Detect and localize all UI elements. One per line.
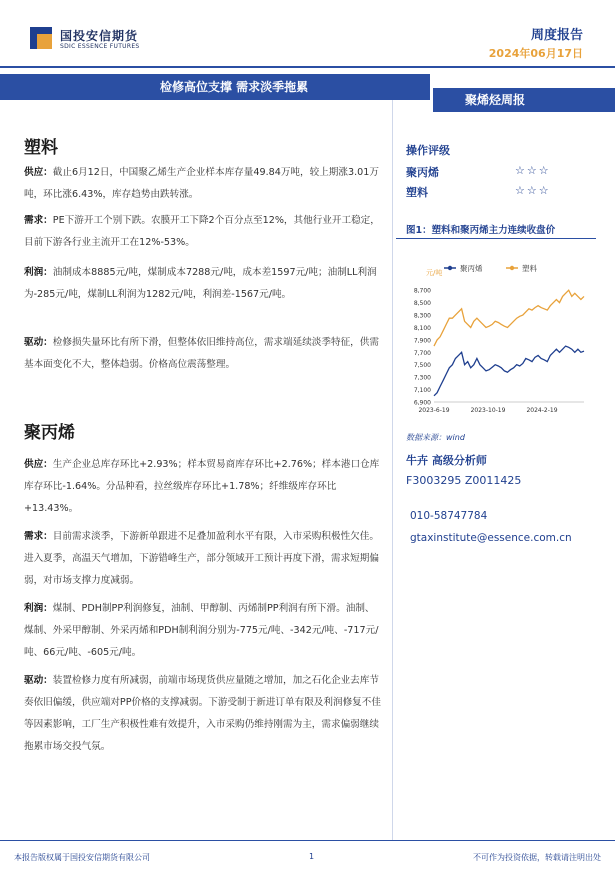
para-text: 油制成本8885元/吨，煤制成本7288元/吨，成本差1597元/吨；油制LL利润为-285元/吨，煤制LL利润为1282元/吨，利润差-1567元/吨。 <box>24 267 377 300</box>
rating-title: 操作评级 <box>406 144 450 157</box>
legend-label: 塑料 <box>522 264 537 273</box>
company-logo <box>30 27 52 49</box>
para-text: 检修损失量环比有所下滑，但整体依旧维持高位，需求端延续淡季特征，供需基本面变化不大，整体趋弱。价格高位震荡整理。 <box>24 337 379 370</box>
analyst-phone: 010-58747784 <box>410 510 488 522</box>
company-name-cn: 国投安信期货 <box>60 29 139 43</box>
report-date: 2024年06月17日 <box>488 47 583 60</box>
para-label: 需求： <box>24 531 53 542</box>
para-label: 驱动： <box>24 675 53 686</box>
para-label: 利润： <box>24 603 53 614</box>
pp-profit <box>24 598 384 664</box>
rating-stars-plastic: ☆☆☆ <box>515 184 551 197</box>
y-tick-label: 6,900 <box>413 399 431 407</box>
para-text: 装置检修力度有所减弱，前端市场现货供应量随之增加，加之石化企业去库节奏依旧偏缓，供应端对PP价格的支撑减弱。下游受制于新进订单有限及利润修复不佳等因素影响，工厂生产积极性难有效提升，入市采购仍维持刚需为主，需求偏弱继续拖累市场交投气氛。 <box>24 675 381 752</box>
rating-stars-pp: ☆☆☆ <box>515 164 551 177</box>
footer-copyright: 本报告版权属于国投安信期货有限公司 <box>14 853 150 862</box>
y-tick-label: 7,300 <box>413 374 431 382</box>
y-tick-label: 7,500 <box>413 362 431 370</box>
para-label: 供应： <box>24 167 53 178</box>
para-label: 驱动： <box>24 337 53 348</box>
footer-divider <box>0 840 615 841</box>
para-text: 生产企业总库存环比+2.93%；样本贸易商库存环比+2.76%；样本港口仓库库存环比-1.64%。分品种看，拉丝级库存环比+1.78%；纤维级库存环比+13.43%。 <box>24 459 380 514</box>
x-tick-label: 2024-2-19 <box>526 407 558 414</box>
footer-disclaimer: 不可作为投资依据，转载请注明出处 <box>473 853 601 862</box>
report-type: 周度报告 <box>530 28 583 43</box>
pp-supply <box>24 454 384 520</box>
plastic-driver <box>24 332 384 376</box>
legend-marker <box>510 266 514 270</box>
y-tick-label: 7,700 <box>413 349 431 357</box>
series-line <box>434 346 584 396</box>
para-text: 目前需求淡季，下游新单跟进不足叠加盈利水平有限，入市采购积极性欠佳。进入夏季，高温天气增加，下游错峰生产，部分领域开工预计再度下滑，需求短期偏弱，对市场支撑力度减弱。 <box>24 531 379 586</box>
data-source: 数据来源：wind <box>406 433 465 442</box>
y-axis-label: 元/吨 <box>426 269 443 277</box>
header-divider <box>0 66 615 68</box>
series-line <box>434 290 584 346</box>
plastic-demand <box>24 210 384 254</box>
report-banner: 检修高位支撑 需求淡季拖累 <box>0 74 430 100</box>
rating-name-pp: 聚丙烯 <box>406 166 439 179</box>
company-name-en: SDIC ESSENCE FUTURES <box>60 43 140 50</box>
pp-driver <box>24 670 384 758</box>
para-label: 供应： <box>24 459 53 470</box>
analyst-name: 牛卉 高级分析师 <box>406 454 487 467</box>
column-divider <box>392 100 393 840</box>
report-series-banner: 聚烯烃周报 <box>433 88 615 112</box>
legend-label: 聚丙烯 <box>460 264 483 273</box>
para-label: 需求： <box>24 215 53 226</box>
figure-divider <box>396 238 596 239</box>
plastic-profit <box>24 262 384 306</box>
y-tick-label: 8,700 <box>413 287 431 295</box>
y-tick-label: 7,100 <box>413 387 431 395</box>
y-tick-label: 8,500 <box>413 300 431 308</box>
pp-demand <box>24 526 384 592</box>
y-tick-label: 8,100 <box>413 324 431 332</box>
x-tick-label: 2023-10-19 <box>470 407 506 414</box>
para-text: 截止6月12日，中国聚乙烯生产企业样本库存量49.84万吨，较上期涨3.01万吨，环比涨6.43%，库存趋势由跌转涨。 <box>24 167 379 200</box>
y-tick-label: 7,900 <box>413 337 431 345</box>
y-tick-label: 8,300 <box>413 312 431 320</box>
price-line-chart <box>396 244 596 424</box>
para-text: PE下游开工个别下跌。农膜开工下降2个百分点至12%，其他行业开工稳定，目前下游各行业主流开工在12%-53%。 <box>24 215 380 248</box>
section-title-plastic: 塑料 <box>24 138 58 158</box>
analyst-email[interactable]: gtaxinstitute@essence.com.cn <box>410 532 572 544</box>
para-text: 煤制、PDH制PP利润修复，油制、甲醇制、丙烯制PP利润有所下滑。油制、煤制、外采甲醇制、外采丙烯和PDH制利润分别为-775元/吨、-342元/吨、-717元/吨、66元/吨、-605元/吨。 <box>24 603 379 658</box>
page-number: 1 <box>309 852 315 861</box>
x-tick-label: 2023-6-19 <box>418 407 450 414</box>
plastic-supply <box>24 162 384 206</box>
rating-name-plastic: 塑料 <box>406 186 428 199</box>
figure-title: 图1：塑料和聚丙烯主力连续收盘价 <box>406 225 556 236</box>
legend-marker <box>448 266 452 270</box>
section-title-pp: 聚丙烯 <box>24 423 75 443</box>
para-label: 利润： <box>24 267 53 278</box>
analyst-license: F3003295 Z0011425 <box>406 474 522 487</box>
